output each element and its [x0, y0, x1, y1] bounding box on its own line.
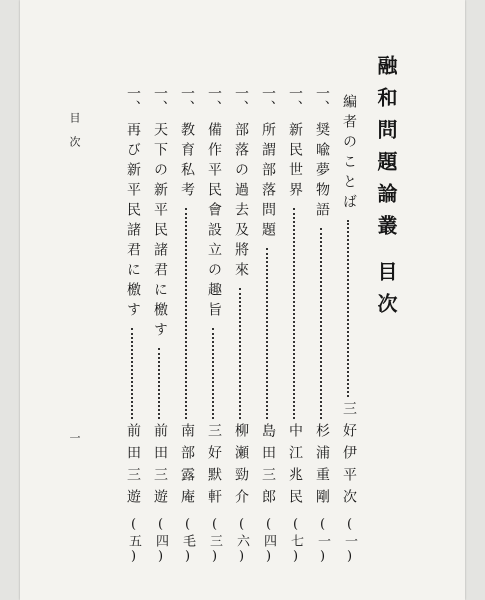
entry-author: 杉浦重剛 — [314, 423, 330, 511]
book-page — [20, 0, 465, 600]
dot-leader — [266, 248, 268, 419]
entry-title: 奨喩夢物語 — [314, 122, 330, 222]
dot-leader — [185, 208, 187, 419]
dot-leader — [158, 348, 160, 419]
entry-title: 部落の過去及將來 — [233, 122, 249, 282]
entry-title: 新民世界 — [287, 122, 303, 202]
entry-author: 前田三遊 — [125, 423, 141, 511]
entry-page: (三) — [207, 517, 222, 566]
entry-title: 天下の新平民諸君に檄す — [152, 122, 168, 342]
entry-title: 備作平民會設立の趣旨 — [206, 122, 222, 322]
entry-page: (五) — [126, 517, 141, 566]
entry-author: 島田三郎 — [260, 423, 276, 511]
running-head: 目 次 — [68, 112, 81, 147]
entry-mark: 一、 — [152, 86, 168, 114]
toc-entry[interactable] — [286, 86, 302, 566]
entry-author: 柳瀬勁介 — [233, 423, 249, 511]
entry-mark: 一、 — [125, 86, 141, 114]
dot-leader — [347, 220, 349, 397]
book-title — [376, 55, 396, 325]
toc-entry[interactable] — [178, 86, 194, 566]
entry-title: 教育私考 — [179, 122, 195, 202]
dot-leader — [293, 208, 295, 419]
dot-leader — [320, 228, 322, 419]
entry-mark: 一、 — [260, 86, 276, 114]
toc-heading: 目次 — [374, 261, 398, 325]
entry-page: (四) — [153, 517, 168, 566]
entry-page: (六) — [234, 517, 249, 566]
toc-entry[interactable] — [259, 86, 275, 566]
entry-title: 編者のことば — [341, 94, 357, 214]
entry-page: (七) — [288, 517, 303, 566]
entry-author: 三好默軒 — [206, 423, 222, 511]
entry-title: 所謂部落問題 — [260, 122, 276, 242]
entry-author: 前田三遊 — [152, 423, 168, 511]
entry-author: 三好伊平次 — [341, 401, 357, 511]
entry-mark: 一、 — [287, 86, 303, 114]
toc-entry[interactable] — [151, 86, 167, 566]
entry-author: 中江兆民 — [287, 423, 303, 511]
entry-page: (四) — [261, 517, 276, 566]
entry-page: (一) — [315, 517, 330, 566]
entry-page: (毛) — [180, 517, 195, 566]
page-number: 一 — [68, 432, 81, 443]
entry-page: (一) — [342, 517, 357, 566]
entry-mark: 一、 — [179, 86, 195, 114]
entry-author: 南部露庵 — [179, 423, 195, 511]
dot-leader — [212, 328, 214, 419]
dot-leader — [239, 288, 241, 419]
dot-leader — [131, 328, 133, 419]
entry-mark: 一、 — [314, 86, 330, 114]
toc-entry[interactable] — [124, 86, 140, 566]
entry-title: 再び新平民諸君に檄す — [125, 122, 141, 322]
toc-entry[interactable] — [232, 86, 248, 566]
toc-entry[interactable] — [313, 86, 329, 566]
toc-entry[interactable] — [340, 86, 356, 566]
entry-mark: 一、 — [206, 86, 222, 114]
toc-entry[interactable] — [205, 86, 221, 566]
entry-mark: 一、 — [233, 86, 249, 114]
title-text: 融和問題論叢 — [374, 55, 398, 247]
